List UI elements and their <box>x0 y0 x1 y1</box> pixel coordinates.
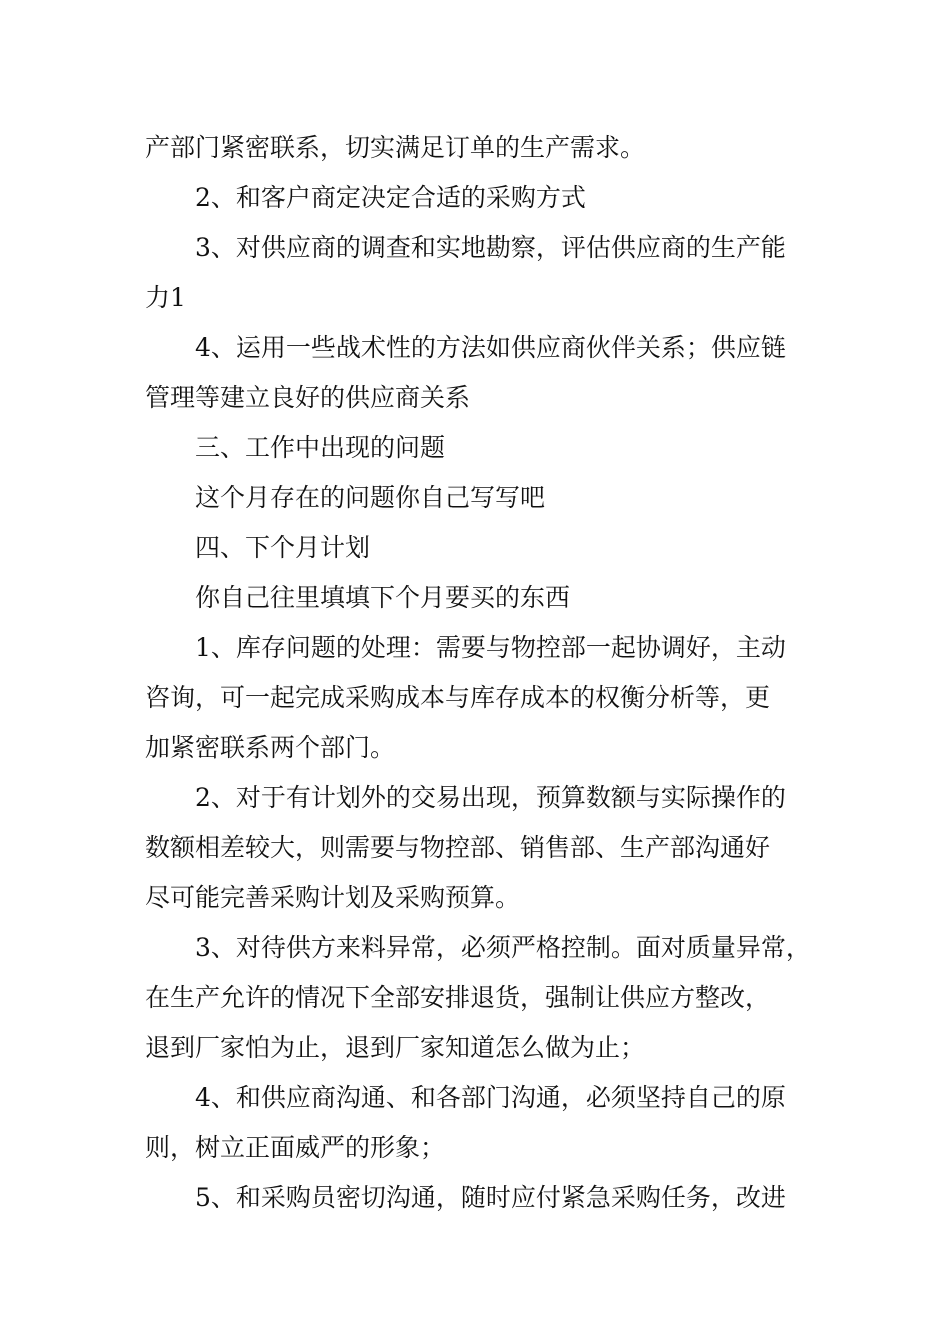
text-line: 咨询，可一起完成采购成本与库存成本的权衡分析等，更 <box>145 683 771 712</box>
text-line: 管理等建立良好的供应商关系 <box>145 383 471 412</box>
text-line: 在生产允许的情况下全部安排退货，强制让供应方整改， <box>145 983 771 1012</box>
text-line: 则，树立正面威严的形象； <box>145 1133 446 1162</box>
text-line: 2、和客户商定决定合适的采购方式 <box>195 183 586 212</box>
section-heading: 三、工作中出现的问题 <box>195 433 446 462</box>
text-line: 这个月存在的问题你自己写写吧 <box>195 483 546 512</box>
text-line: 产部门紧密联系，切实满足订单的生产需求。 <box>145 133 646 162</box>
text-line: 尽可能完善采购计划及采购预算。 <box>145 883 521 912</box>
text-line: 力1 <box>145 283 186 312</box>
text-line: 3、对待供方来料异常，必须严格控制。面对质量异常， <box>195 933 811 962</box>
text-line: 你自己往里填填下个月要买的东西 <box>195 583 571 612</box>
text-line: 加紧密联系两个部门。 <box>145 733 396 762</box>
text-line: 5、和采购员密切沟通，随时应付紧急采购任务，改进 <box>195 1183 786 1212</box>
text-line: 3、对供应商的调查和实地勘察，评估供应商的生产能 <box>195 233 786 262</box>
section-heading: 四、下个月计划 <box>195 533 371 562</box>
text-line: 退到厂家怕为止，退到厂家知道怎么做为止； <box>145 1033 646 1062</box>
text-line: 4、和供应商沟通、和各部门沟通，必须坚持自己的原 <box>195 1083 786 1112</box>
text-line: 2、对于有计划外的交易出现，预算数额与实际操作的 <box>195 783 786 812</box>
text-line: 4、运用一些战术性的方法如供应商伙伴关系；供应链 <box>195 333 786 362</box>
text-line: 数额相差较大，则需要与物控部、销售部、生产部沟通好 <box>145 833 771 862</box>
text-line: 1、库存问题的处理：需要与物控部一起协调好，主动 <box>195 633 786 662</box>
